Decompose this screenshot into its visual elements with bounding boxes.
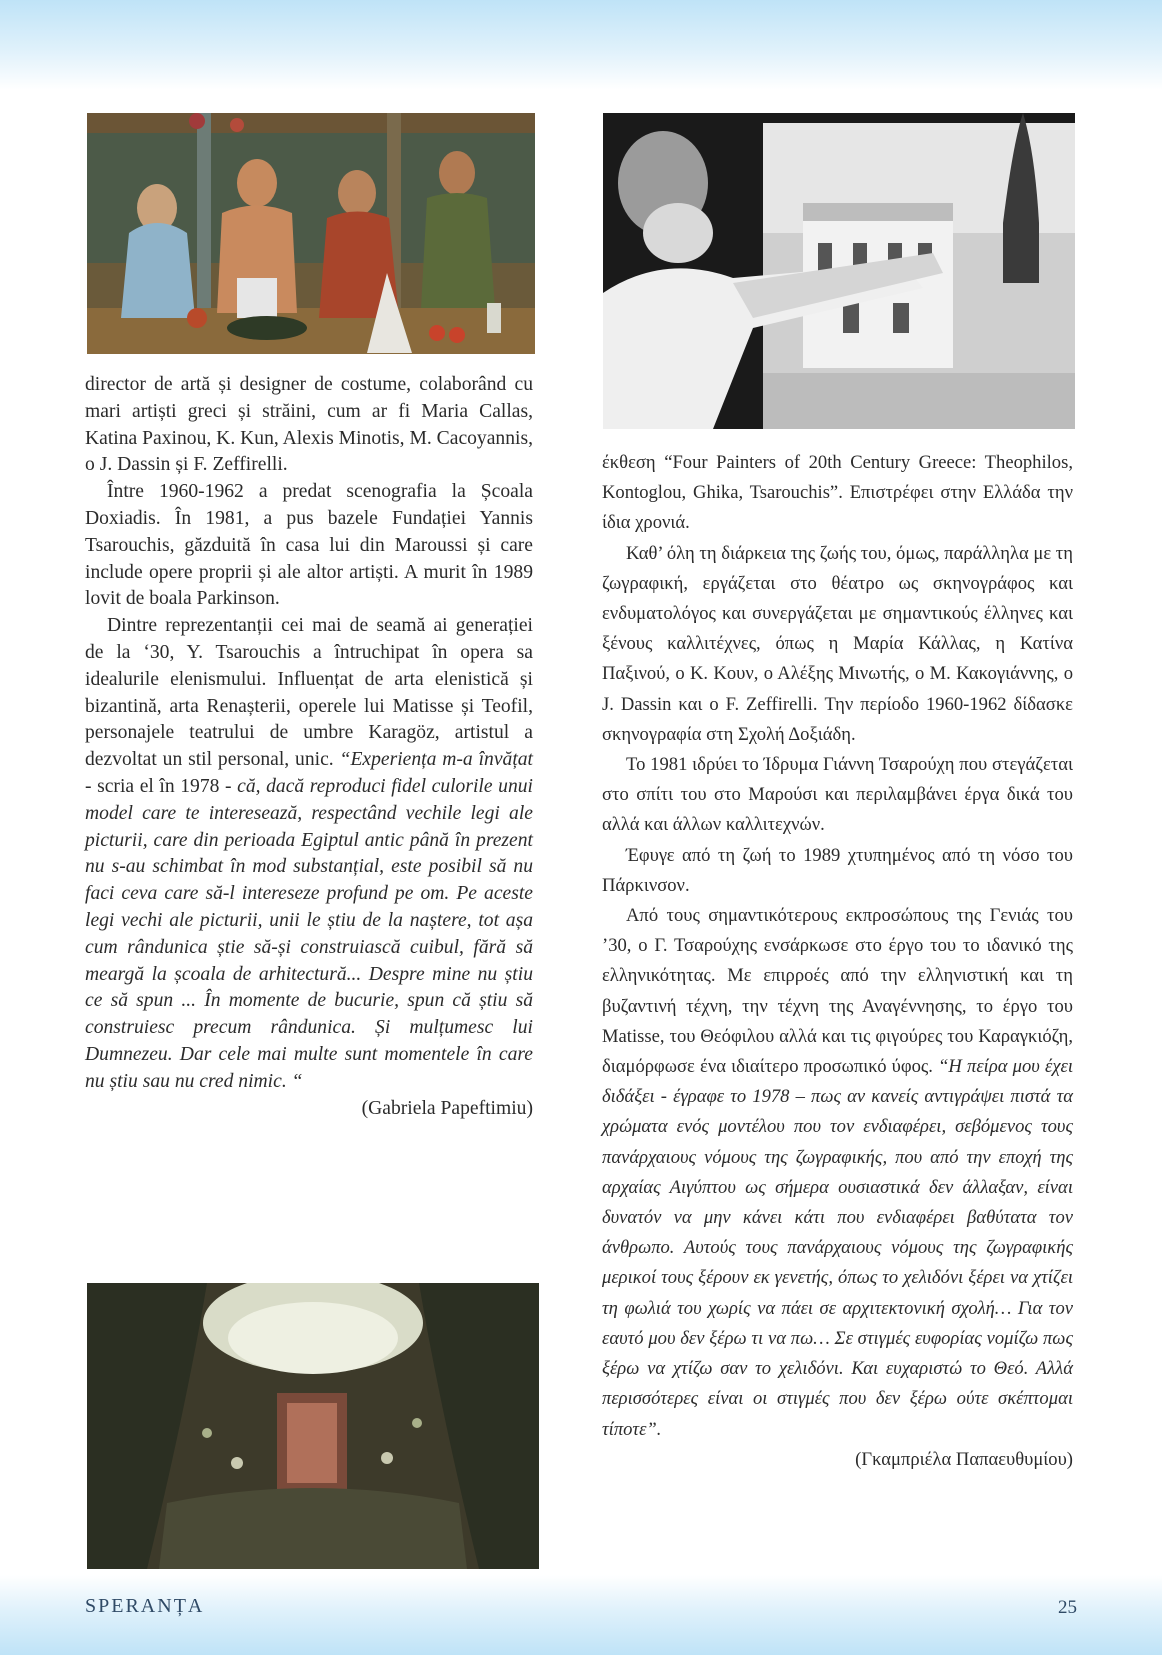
romanian-author-credit: (Gabriela Papeftimiu) [361,1097,533,1119]
greek-paragraph-5-text: Από τους σημαντικότερους εκπροσώπους της Γενιάς του ’30, ο Γ. Τσαρούχης ενσάρκωσε στο έργο του το ιδανικό της ελληνικότητας. Με επιρροές από την ελληνιστική και τη βυζαντινή τέχνη, την τέχνη της Αναγέννησης, το έργο του Matisse, του Θεόφιλου αλλά και τις φιγούρες του Καραγκιόζη, διαμόρφωσε ένα ιδιαίτερο προσωπικό ύφος. [602,905,1073,1078]
greek-paragraph-2: Καθ’ όλη τη διάρκεια της ζωής του, όμως, παράλληλα με τη ζωγραφική, εργάζεται στο θέατρο ως σκηνογράφος και ενδυματολόγος και συνεργάζεται με σημαντικούς έλληνες και ξένους καλλιτέχνες, όπως η Μαρία Κάλλας, η Κατίνα Παξινού, ο Κ. Κουν, ο Αλέξης Μινωτής, ο Μ. Κακογιάννης, ο J. Dassin και ο F. Zeffirelli. Την περίοδο 1960-1962 δίδασκε σκηνογραφία στη Σχολή Δοξιάδη. [602,542,1073,745]
magazine-name: SPERANȚA [85,1595,205,1617]
greek-quote: “Η πείρα μου έχει διδάξει - έγραφε το 1978 – πως αν κανείς αντιγράψει πιστά τα χρώματα ενός μοντέλου που τον ενδιαφέρει, σεβόμενος τους πανάρχαιους νόμους της ζωγραφικής, που από την εποχή της αρχαίας Αιγύπτου ως σήμερα ουσιαστικά δεν άλλαξαν, είναι δυνατόν να μην κάνει κάτι που ενδιαφέρει βαθύτατα τον άνθρωπο. Αυτούς τους πανάρχαιους νόμους της ζωγραφικής μερικοί τους ξέρουν εκ γενετής, όπως το χελιδόνι ξέρει να χτίζει τη φωλιά του χωρίς να πάει σε αρχιτεκτονική σχολή… Για τον εαυτό μου δεν ξέρω τι να πω… Σε στιγμές ευφορίας νομίζω πως ξέρω να χτίζω σαν το χελιδόνι. Και ευχαριστώ το Θεό. Αλλά περισσότερες είναι οι στιγμές που δεν ξέρω ούτε σκέπτομαι τίποτε”. [602,1056,1073,1440]
greek-text-column [602,448,1073,1475]
romanian-paragraph-2: Între 1960-1962 a predat scenografia la Școala Doxiadis. În 1981, a pus bazele Fundației Yannis Tsarouchis, găzduită în casa lui din Maroussi și care include opere proprii și ale altor artiști. A murit în 1989 lovit de boala Parkinson. [85,481,533,610]
greek-paragraph-5 [602,901,1073,1445]
romanian-quote-body: că, dacă reproduci fidel culorile unui model care te interesează, respectând vechile legi ale picturii, care din perioada Egiptul antic până în prezent nu s-au schimbat în mod substanțial, este posibil să nu faci ceva care să-l intereseze profund pe om. Pe aceste legi vechi ale picturii, unii le știu de la naștere, tot așa cum rândunica știe să-și construiască cuibul, fără să meargă la școala de arhitectură... Despre mine nu știu ce să spun ... În momente de bucurie, spun că știu să construiesc precum rândunica. Și mulțumesc lui Dumnezeu. Dar cele mai multe sunt momentele în care nu știu sau nu cred nimic. “ [85,775,533,1092]
romanian-paragraph-3-text: Dintre reprezentanții cei mai de seamă ai generației de la ‘30, Y. Tsarouchis a întruchipat în opera sa idealurile elenismului. Influențat de arta elenistică și bizantină, arta Renașterii, operele lui Matisse și Teofil, personajele teatrului de umbre Karagöz, artistul a dezvoltat un stil personal, unic. [85,615,533,771]
painting-four-figures [87,113,535,354]
romanian-text-column [85,372,533,1122]
photo-painter-at-easel [603,113,1075,429]
painting-theatre-stage [87,1283,539,1569]
page-number: 25 [1058,1597,1077,1618]
greek-paragraph-3: Το 1981 ιδρύει το Ίδρυμα Γιάννη Τσαρούχη που στεγάζεται στο σπίτι του στο Μαρούσι και περιλαμβάνει έργα δικά του αλλά και άλλων καλλιτεχνών. [602,754,1073,836]
romanian-quote-start: “Experiența m-a învățat [339,749,534,771]
top-gradient-band [0,0,1162,90]
greek-author-credit: (Γκαμπριέλα Παπαευθυμίου) [855,1448,1073,1470]
romanian-quote-attribution: - scria el în 1978 - [85,775,238,797]
romanian-paragraph-1: director de artă și designer de costume, colaborând cu mari artiști greci și străini, cum ar fi Maria Callas, Katina Paxinou, K. Kun, Alexis Minotis, M. Cacoyannis, o J. Dassin și F. Zeffirelli. [85,374,533,476]
greek-paragraph-4: Έφυγε από τη ζωή το 1989 χτυπημένος από τη νόσο του Πάρκινσον. [602,844,1073,896]
greek-paragraph-1: έκθεση “Four Painters of 20th Century Greece: Theophilos, Kontoglou, Ghika, Tsarouchis”. Επιστρέφει στην Ελλάδα την ίδια χρονιά. [602,452,1073,534]
romanian-paragraph-3 [85,613,533,1095]
